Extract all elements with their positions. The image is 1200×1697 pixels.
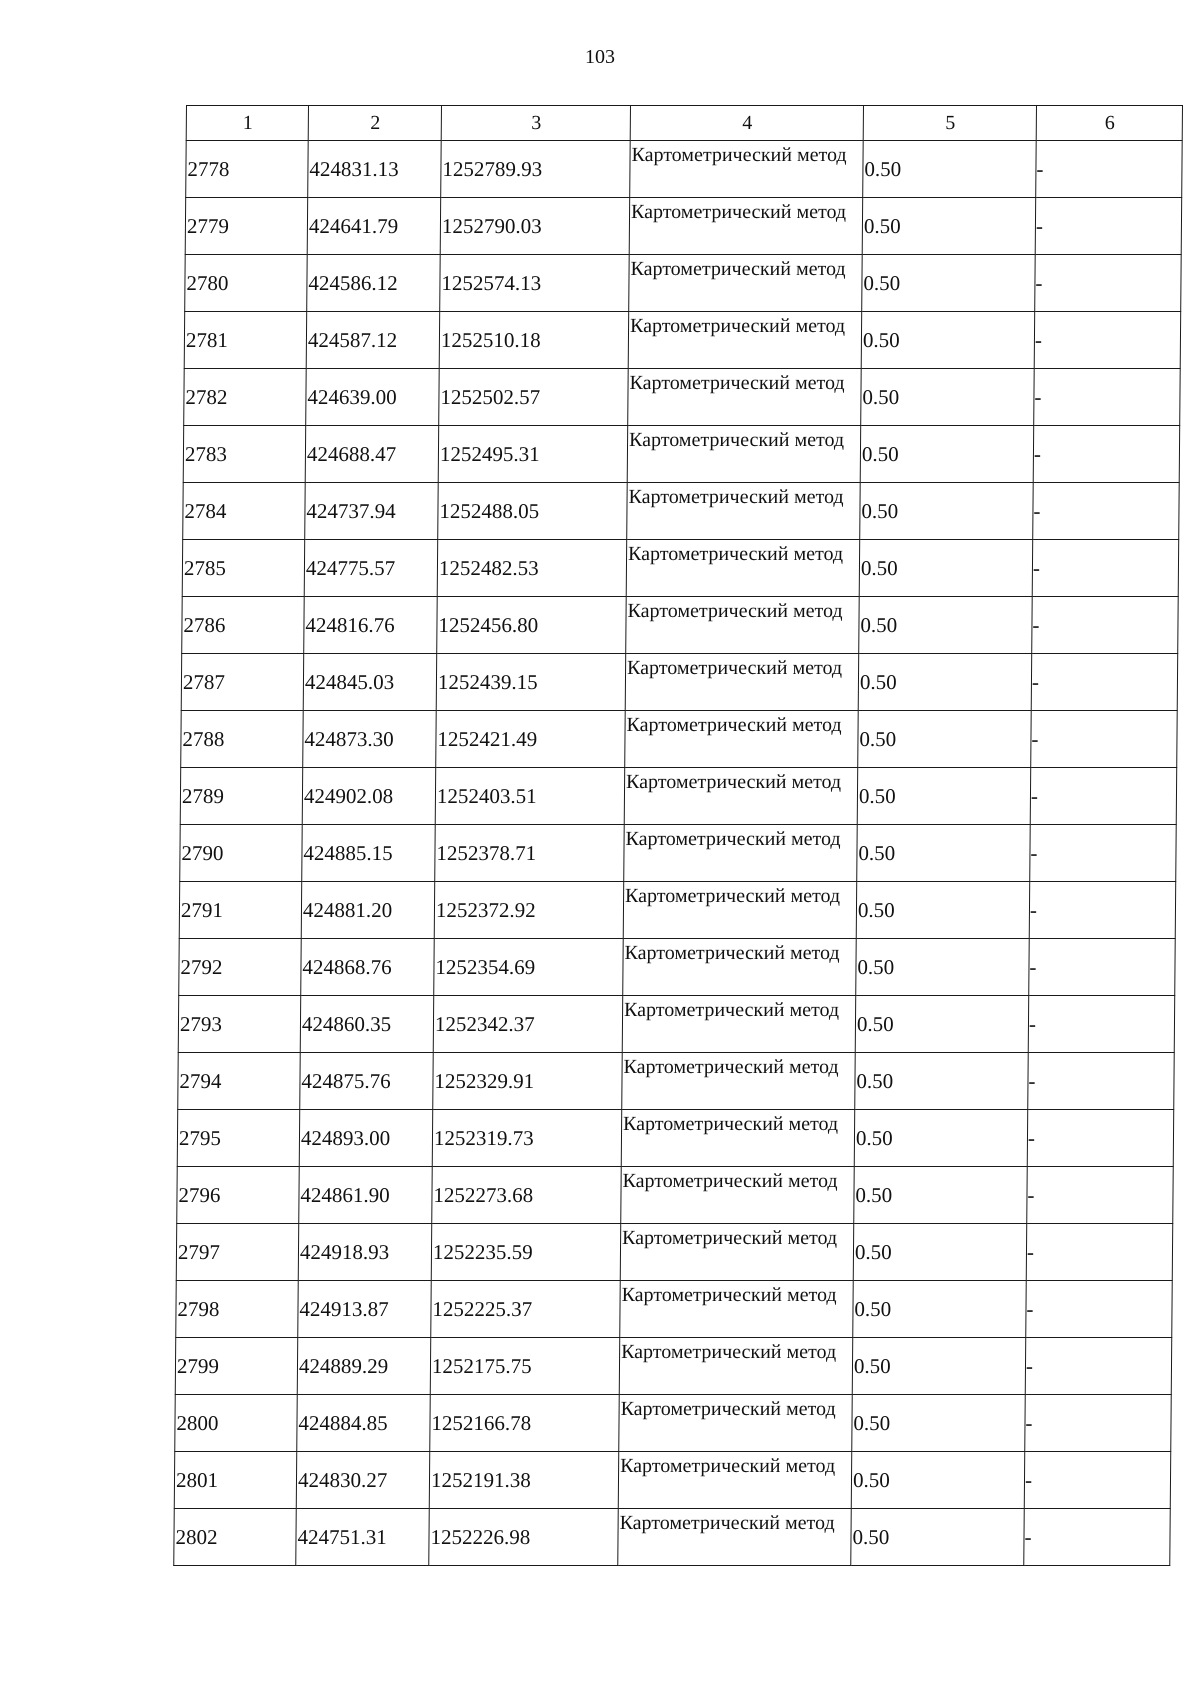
point-number-cell: 2800 — [175, 1395, 297, 1452]
table-row — [183, 483, 1179, 540]
note-cell: - — [1035, 198, 1181, 255]
table-row — [174, 1452, 1170, 1509]
point-number-cell: 2791 — [179, 882, 301, 939]
method-cell: Картометрический метод — [623, 939, 856, 996]
note-cell: - — [1029, 939, 1175, 996]
method-cell: Картометрический метод — [629, 255, 862, 312]
x-coordinate-cell: 424913.87 — [298, 1281, 431, 1338]
accuracy-cell: 0.50 — [853, 1224, 1026, 1281]
y-coordinate-cell: 1252175.75 — [430, 1338, 619, 1395]
point-number-cell: 2787 — [181, 654, 303, 711]
y-coordinate-cell: 1252354.69 — [434, 939, 623, 996]
point-number-cell: 2801 — [174, 1452, 296, 1509]
table-body — [174, 141, 1182, 1566]
x-coordinate-cell: 424587.12 — [306, 312, 439, 369]
accuracy-cell: 0.50 — [863, 141, 1036, 198]
table-row — [184, 369, 1180, 426]
table-row — [175, 1338, 1171, 1395]
note-cell: - — [1031, 711, 1177, 768]
point-number-cell: 2786 — [182, 597, 304, 654]
note-cell: - — [1025, 1338, 1171, 1395]
y-coordinate-cell: 1252329.91 — [433, 1053, 622, 1110]
x-coordinate-cell: 424586.12 — [307, 255, 440, 312]
accuracy-cell: 0.50 — [859, 540, 1032, 597]
method-cell: Картометрический метод — [628, 369, 861, 426]
x-coordinate-cell: 424873.30 — [303, 711, 436, 768]
x-coordinate-cell: 424902.08 — [302, 768, 435, 825]
x-coordinate-cell: 424918.93 — [298, 1224, 431, 1281]
table-row — [186, 141, 1182, 198]
point-number-cell: 2792 — [179, 939, 301, 996]
table-row — [182, 540, 1178, 597]
x-coordinate-cell: 424751.31 — [296, 1509, 429, 1566]
y-coordinate-cell: 1252439.15 — [436, 654, 625, 711]
accuracy-cell: 0.50 — [858, 711, 1031, 768]
y-coordinate-cell: 1252421.49 — [436, 711, 625, 768]
method-cell: Картометрический метод — [622, 996, 855, 1053]
point-number-cell: 2799 — [175, 1338, 297, 1395]
y-coordinate-cell: 1252319.73 — [432, 1110, 621, 1167]
table-row — [181, 654, 1177, 711]
header-col-6: 6 — [1036, 106, 1182, 141]
point-number-cell: 2798 — [176, 1281, 298, 1338]
table-row — [180, 768, 1176, 825]
accuracy-cell: 0.50 — [852, 1338, 1025, 1395]
note-cell: - — [1030, 825, 1176, 882]
y-coordinate-cell: 1252273.68 — [432, 1167, 621, 1224]
accuracy-cell: 0.50 — [857, 825, 1030, 882]
method-cell: Картометрический метод — [620, 1281, 853, 1338]
y-coordinate-cell: 1252482.53 — [437, 540, 626, 597]
note-cell: - — [1028, 996, 1174, 1053]
point-number-cell: 2795 — [177, 1110, 299, 1167]
header-col-5: 5 — [863, 106, 1036, 141]
x-coordinate-cell: 424889.29 — [297, 1338, 430, 1395]
point-number-cell: 2779 — [185, 198, 307, 255]
y-coordinate-cell: 1252574.13 — [440, 255, 629, 312]
method-cell: Картометрический метод — [620, 1224, 853, 1281]
method-cell: Картометрический метод — [626, 540, 859, 597]
table-row — [176, 1224, 1172, 1281]
y-coordinate-cell: 1252378.71 — [435, 825, 624, 882]
x-coordinate-cell: 424861.90 — [299, 1167, 432, 1224]
accuracy-cell: 0.50 — [855, 996, 1028, 1053]
table-row — [180, 825, 1176, 882]
note-cell: - — [1027, 1110, 1173, 1167]
table-row — [177, 1110, 1173, 1167]
method-cell: Картометрический метод — [629, 198, 862, 255]
point-number-cell: 2780 — [185, 255, 307, 312]
method-cell: Картометрический метод — [618, 1452, 851, 1509]
accuracy-cell: 0.50 — [852, 1395, 1025, 1452]
method-cell: Картометрический метод — [621, 1167, 854, 1224]
accuracy-cell: 0.50 — [861, 312, 1034, 369]
method-cell: Картометрический метод — [626, 597, 859, 654]
table-row — [182, 597, 1178, 654]
table-header — [186, 106, 1182, 141]
x-coordinate-cell: 424860.35 — [300, 996, 433, 1053]
table-row — [176, 1281, 1172, 1338]
y-coordinate-cell: 1252790.03 — [440, 198, 629, 255]
y-coordinate-cell: 1252456.80 — [437, 597, 626, 654]
table-row — [179, 882, 1175, 939]
method-cell: Картометрический метод — [624, 825, 857, 882]
point-number-cell: 2781 — [184, 312, 306, 369]
note-cell: - — [1033, 426, 1179, 483]
point-number-cell: 2788 — [181, 711, 303, 768]
table-row — [177, 1167, 1173, 1224]
note-cell: - — [1034, 369, 1180, 426]
method-cell: Картометрический метод — [619, 1338, 852, 1395]
method-cell: Картометрический метод — [619, 1395, 852, 1452]
method-cell: Картометрический метод — [624, 768, 857, 825]
y-coordinate-cell: 1252235.59 — [431, 1224, 620, 1281]
point-number-cell: 2790 — [180, 825, 302, 882]
point-number-cell: 2789 — [180, 768, 302, 825]
accuracy-cell: 0.50 — [858, 654, 1031, 711]
accuracy-cell: 0.50 — [857, 768, 1030, 825]
y-coordinate-cell: 1252342.37 — [433, 996, 622, 1053]
header-col-2: 2 — [308, 106, 441, 141]
x-coordinate-cell: 424875.76 — [300, 1053, 433, 1110]
note-cell: - — [1027, 1167, 1173, 1224]
method-cell: Картометрический метод — [622, 1053, 855, 1110]
accuracy-cell: 0.50 — [856, 939, 1029, 996]
accuracy-cell: 0.50 — [859, 597, 1032, 654]
y-coordinate-cell: 1252372.92 — [434, 882, 623, 939]
note-cell: - — [1032, 597, 1178, 654]
point-number-cell: 2782 — [184, 369, 306, 426]
accuracy-cell: 0.50 — [851, 1509, 1024, 1566]
method-cell: Картометрический метод — [627, 426, 860, 483]
accuracy-cell: 0.50 — [860, 426, 1033, 483]
point-number-cell: 2797 — [176, 1224, 298, 1281]
point-number-cell: 2785 — [182, 540, 304, 597]
point-number-cell: 2794 — [178, 1053, 300, 1110]
note-cell: - — [1026, 1281, 1172, 1338]
note-cell: - — [1033, 483, 1179, 540]
method-cell: Картометрический метод — [630, 141, 863, 198]
method-cell: Картометрический метод — [628, 312, 861, 369]
accuracy-cell: 0.50 — [854, 1167, 1027, 1224]
method-cell: Картометрический метод — [621, 1110, 854, 1167]
point-number-cell: 2802 — [174, 1509, 296, 1566]
table-row — [178, 996, 1174, 1053]
y-coordinate-cell: 1252510.18 — [439, 312, 628, 369]
x-coordinate-cell: 424845.03 — [303, 654, 436, 711]
coordinates-table — [173, 105, 1183, 1566]
point-number-cell: 2796 — [177, 1167, 299, 1224]
accuracy-cell: 0.50 — [861, 369, 1034, 426]
method-cell: Картометрический метод — [625, 711, 858, 768]
y-coordinate-cell: 1252225.37 — [431, 1281, 620, 1338]
y-coordinate-cell: 1252166.78 — [430, 1395, 619, 1452]
y-coordinate-cell: 1252191.38 — [429, 1452, 618, 1509]
accuracy-cell: 0.50 — [862, 198, 1035, 255]
method-cell: Картометрический метод — [623, 882, 856, 939]
point-number-cell: 2783 — [183, 426, 305, 483]
table-row — [185, 198, 1181, 255]
header-col-3: 3 — [441, 106, 630, 141]
y-coordinate-cell: 1252226.98 — [429, 1509, 618, 1566]
note-cell: - — [1026, 1224, 1172, 1281]
table-row — [175, 1395, 1171, 1452]
x-coordinate-cell: 424830.27 — [296, 1452, 429, 1509]
accuracy-cell: 0.50 — [853, 1281, 1026, 1338]
header-col-1: 1 — [186, 106, 308, 141]
table-row — [183, 426, 1179, 483]
y-coordinate-cell: 1252488.05 — [438, 483, 627, 540]
y-coordinate-cell: 1252403.51 — [435, 768, 624, 825]
x-coordinate-cell: 424885.15 — [302, 825, 435, 882]
method-cell: Картометрический метод — [618, 1509, 851, 1566]
accuracy-cell: 0.50 — [855, 1053, 1028, 1110]
x-coordinate-cell: 424816.76 — [304, 597, 437, 654]
header-row — [186, 106, 1182, 141]
note-cell: - — [1029, 882, 1175, 939]
header-col-4: 4 — [630, 106, 863, 141]
x-coordinate-cell: 424881.20 — [301, 882, 434, 939]
table-row — [178, 1053, 1174, 1110]
note-cell: - — [1035, 255, 1181, 312]
note-cell: - — [1036, 141, 1182, 198]
note-cell: - — [1034, 312, 1180, 369]
accuracy-cell: 0.50 — [856, 882, 1029, 939]
x-coordinate-cell: 424641.79 — [307, 198, 440, 255]
y-coordinate-cell: 1252495.31 — [438, 426, 627, 483]
x-coordinate-cell: 424737.94 — [305, 483, 438, 540]
x-coordinate-cell: 424884.85 — [297, 1395, 430, 1452]
note-cell: - — [1028, 1053, 1174, 1110]
table-row — [185, 255, 1181, 312]
x-coordinate-cell: 424893.00 — [299, 1110, 432, 1167]
point-number-cell: 2778 — [186, 141, 308, 198]
table-row — [174, 1509, 1170, 1566]
accuracy-cell: 0.50 — [851, 1452, 1024, 1509]
table-row — [181, 711, 1177, 768]
note-cell: - — [1024, 1509, 1170, 1566]
accuracy-cell: 0.50 — [862, 255, 1035, 312]
page-number: 103 — [585, 46, 615, 68]
y-coordinate-cell: 1252789.93 — [441, 141, 630, 198]
note-cell: - — [1031, 654, 1177, 711]
note-cell: - — [1030, 768, 1176, 825]
x-coordinate-cell: 424831.13 — [308, 141, 441, 198]
note-cell: - — [1025, 1395, 1171, 1452]
y-coordinate-cell: 1252502.57 — [439, 369, 628, 426]
x-coordinate-cell: 424688.47 — [305, 426, 438, 483]
note-cell: - — [1024, 1452, 1170, 1509]
accuracy-cell: 0.50 — [860, 483, 1033, 540]
note-cell: - — [1032, 540, 1178, 597]
table-row — [184, 312, 1180, 369]
accuracy-cell: 0.50 — [854, 1110, 1027, 1167]
point-number-cell: 2784 — [183, 483, 305, 540]
method-cell: Картометрический метод — [625, 654, 858, 711]
method-cell: Картометрический метод — [627, 483, 860, 540]
x-coordinate-cell: 424775.57 — [304, 540, 437, 597]
x-coordinate-cell: 424868.76 — [301, 939, 434, 996]
table-row — [179, 939, 1175, 996]
x-coordinate-cell: 424639.00 — [306, 369, 439, 426]
point-number-cell: 2793 — [178, 996, 300, 1053]
